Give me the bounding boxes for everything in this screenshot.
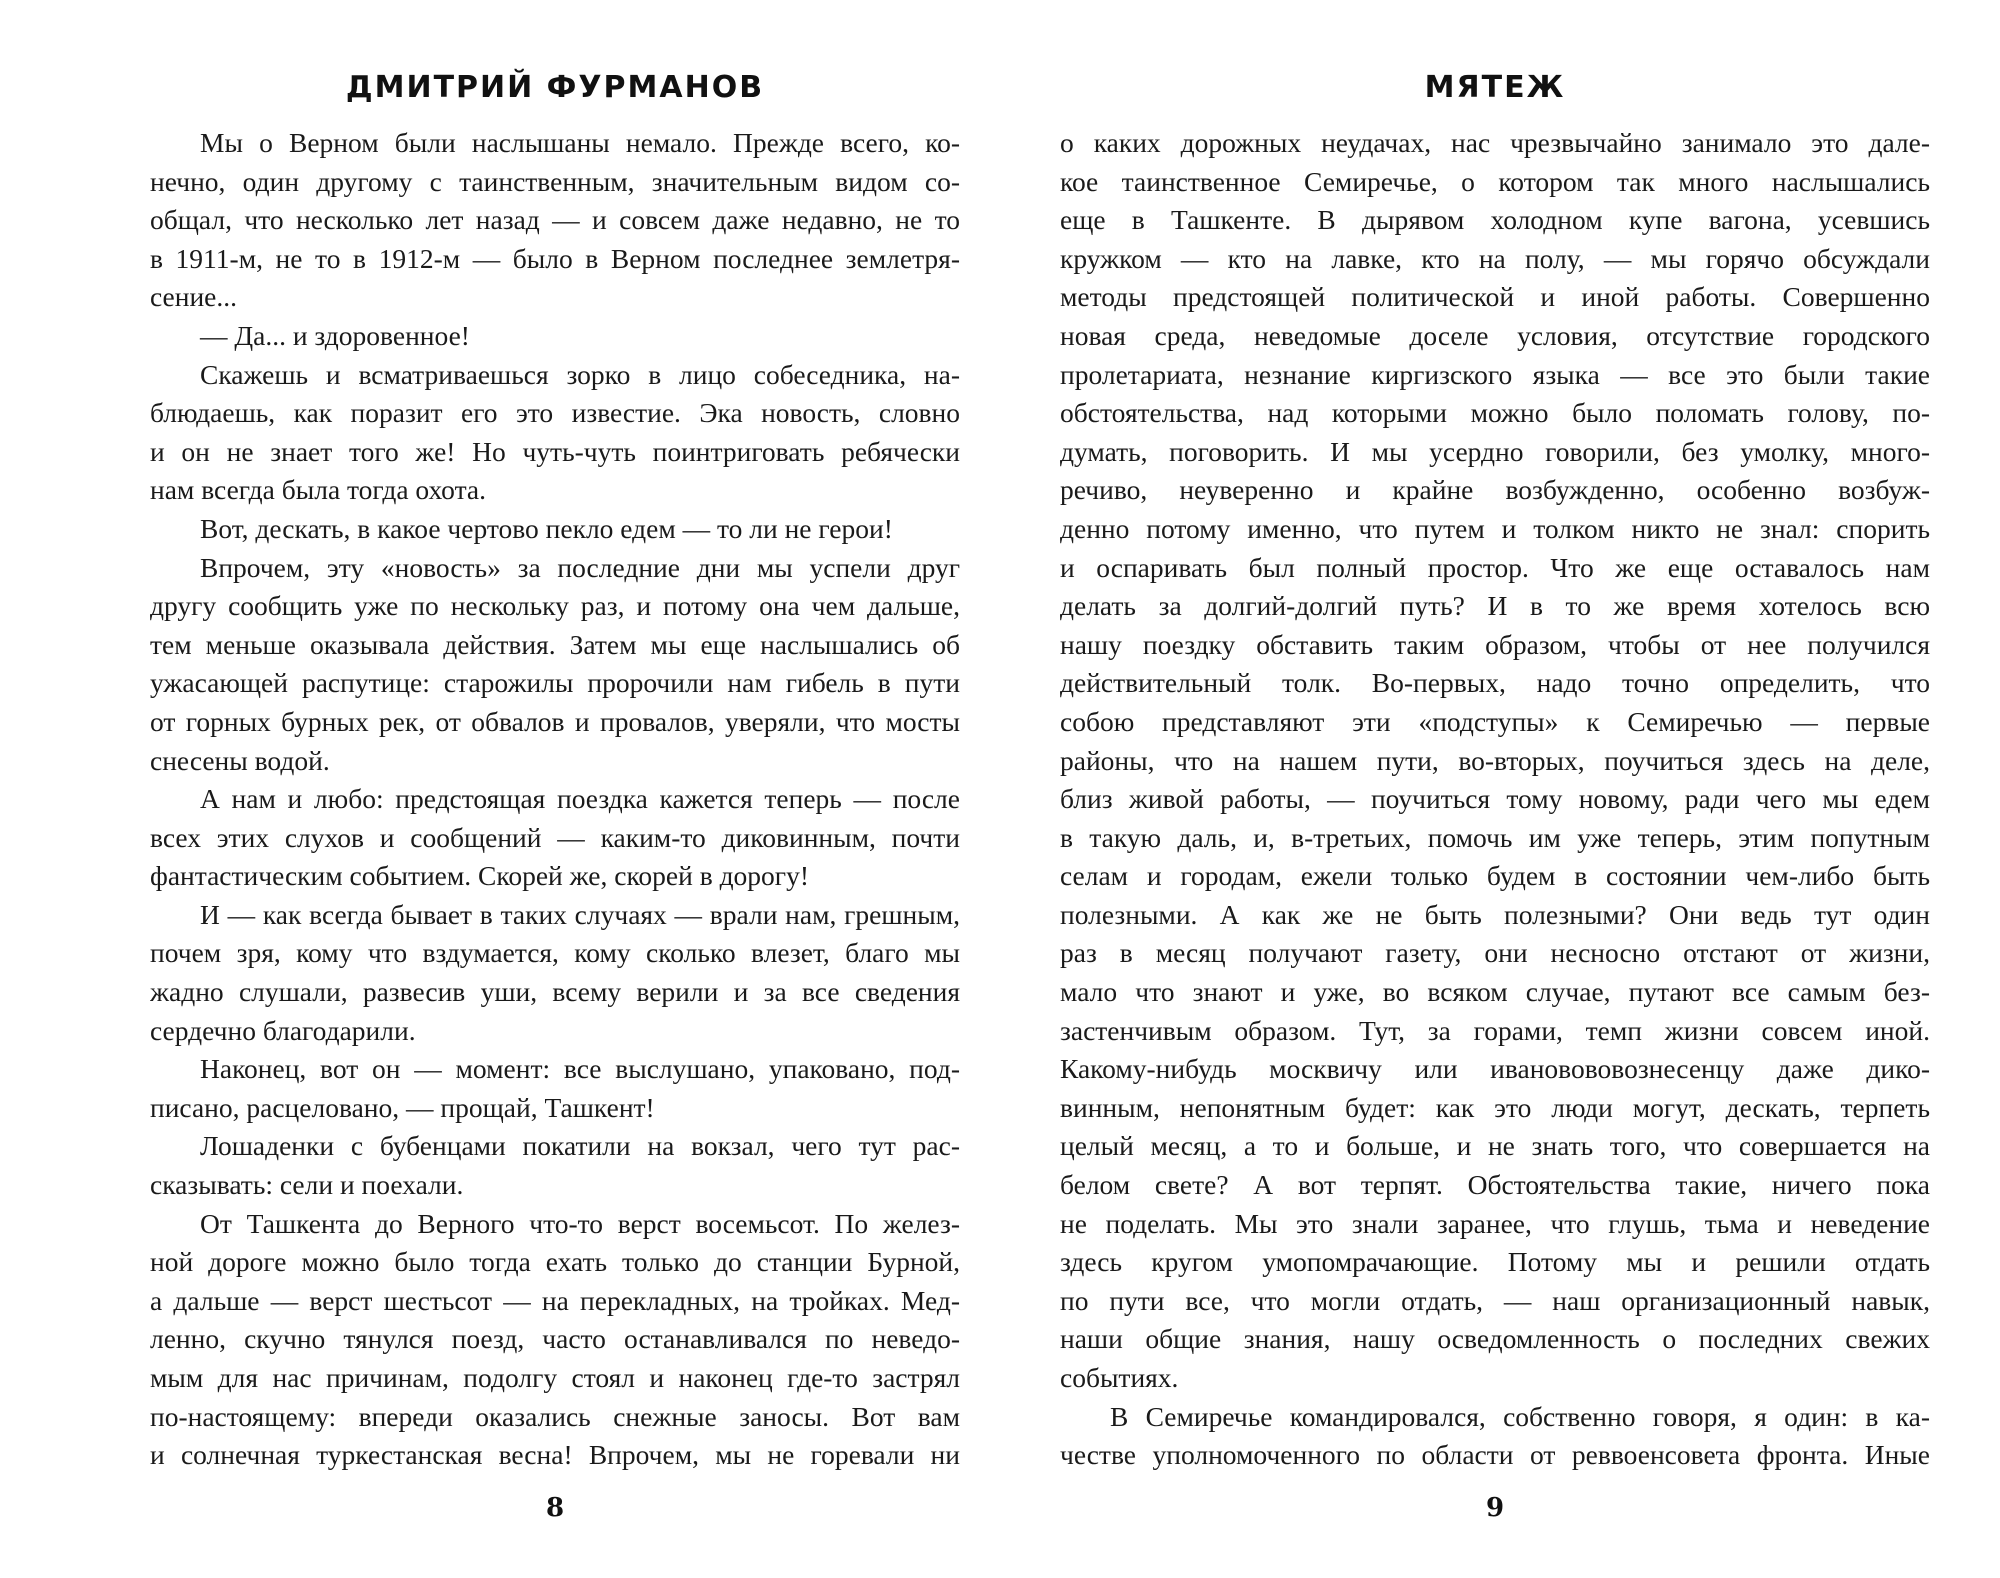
text-line: белом свете? А вот терпят. Обстоятельства такие, ничего пока bbox=[1060, 1169, 1930, 1201]
text-line: о каких дорожных неудачах, нас чрезвычайно занимало это дале- bbox=[1060, 127, 1930, 158]
running-head-author: ДМИТРИЙ ФУРМАНОВ bbox=[345, 70, 765, 105]
text-line: денно потому именно, что путем и толком никто не знал: спорить bbox=[1060, 512, 1930, 544]
text-line: почем зря, кому что вздумается, кому сколько влезет, благо мы bbox=[150, 937, 960, 969]
text-line: Лошаденки с бубенцами покатили на вокзал, чего тут рас- bbox=[200, 1130, 960, 1162]
text-line: нечно, один другому с таинственным, значительным видом со- bbox=[150, 165, 960, 197]
text-line: здесь кругом умопомрачающие. Потому мы и решили отдать bbox=[1060, 1246, 1930, 1278]
text-line: Наконец, вот он — момент: все выслушано, упаковано, под- bbox=[200, 1053, 960, 1085]
running-head-title: МЯТЕЖ bbox=[1424, 70, 1566, 105]
text-line: полезными. А как же не быть полезными? Они ведь тут один bbox=[1060, 898, 1930, 930]
text-line: нашу поездку обставить таким образом, чтобы от нее получился bbox=[1060, 628, 1930, 660]
text-line: еще в Ташкенте. В дырявом холодном купе вагона, усевшись bbox=[1060, 204, 1930, 236]
text-line: нам всегда была тогда охота. bbox=[150, 474, 487, 506]
text-line: От Ташкента до Верного что-то верст восемьсот. По желез- bbox=[200, 1207, 960, 1239]
text-line: сение... bbox=[150, 281, 238, 313]
text-line: кружком — кто на лавке, кто на полу, — мы горячо обсуждали bbox=[1060, 242, 1930, 274]
text-line: в 1911-м, не то в 1912-м — было в Верном последнее землетря- bbox=[150, 242, 960, 274]
text-line: и солнечная туркестанская весна! Впрочем, мы не горевали ни bbox=[150, 1439, 960, 1471]
text-line: кое таинственное Семиречье, о котором так много наслышались bbox=[1060, 165, 1930, 197]
text-line: писано, расцеловано, — прощай, Ташкент! bbox=[150, 1091, 655, 1123]
text-line: Мы о Верном были наслышаны немало. Прежде всего, ко- bbox=[200, 127, 960, 158]
text-line: ленно, скучно тянулся поезд, часто останавливался по неведо- bbox=[150, 1323, 960, 1355]
text-line: А нам и любо: предстоящая поездка кажется теперь — после bbox=[200, 783, 960, 815]
text-line: застенчивым образом. Тут, за горами, темп жизни совсем иной. bbox=[1060, 1014, 1930, 1046]
page-number: 9 bbox=[1485, 1493, 1505, 1523]
text-line: всех этих слухов и сообщений — каким-то диковинным, почти bbox=[150, 821, 960, 853]
text-line: целый месяц, а то и больше, и не знать того, что совершается на bbox=[1060, 1130, 1930, 1162]
text-line: И — как всегда бывает в таких случаях — врали нам, грешным, bbox=[200, 898, 960, 930]
text-line: пролетариата, незнание киргизского языка — все это были такие bbox=[1060, 358, 1930, 390]
text-line: мым для нас причинам, подолгу стоял и наконец где-то застрял bbox=[150, 1362, 960, 1393]
text-line: мало что знают и уже, во всяком случае, путают все самым без- bbox=[1060, 976, 1930, 1008]
text-line: в такую даль, и, в-третьих, помочь им уже теперь, этим попутным bbox=[1060, 821, 1930, 853]
text-line: тем меньше оказывала действия. Затем мы еще наслышались об bbox=[150, 628, 960, 660]
text-line: событиях. bbox=[1060, 1362, 1179, 1393]
text-line: и он не знает того же! Но чуть-чуть поинтриговать ребячески bbox=[150, 435, 960, 467]
text-line: новая среда, неведомые доселе условия, отсутствие городского bbox=[1060, 319, 1930, 351]
text-line: Какому-нибудь москвичу или ивановововознесенцу даже дико- bbox=[1060, 1053, 1930, 1085]
text-line: по-настоящему: впереди оказались снежные заносы. Вот вам bbox=[150, 1400, 960, 1432]
right-page bbox=[1000, 0, 2000, 1578]
text-line: — Да... и здоровенное! bbox=[200, 319, 470, 351]
text-line: ужасающей распутице: старожилы пророчили нам гибель в пути bbox=[150, 667, 960, 699]
text-line: по пути все, что могли отдать, — наш организационный навык, bbox=[1060, 1284, 1930, 1316]
text-line: методы предстоящей политической и иной работы. Совершенно bbox=[1060, 281, 1930, 313]
body-text bbox=[1060, 124, 1930, 1475]
text-line: районы, что на нашем пути, во-вторых, поучиться здесь на деле, bbox=[1060, 744, 1930, 776]
text-line: собою представляют эти «подступы» к Семиречью — первые bbox=[1060, 705, 1930, 737]
body-text bbox=[150, 124, 960, 1475]
text-line: селам и городам, ежели только будем в состоянии чем-либо быть bbox=[1060, 860, 1930, 892]
text-line: и оспаривать был полный простор. Что же еще оставалось нам bbox=[1060, 551, 1930, 583]
text-line: Вот, дескать, в какое чертово пекло едем — то ли не герои! bbox=[200, 512, 893, 544]
page-number: 8 bbox=[545, 1493, 565, 1523]
text-line: винным, непонятным будет: как это люди могут, дескать, терпеть bbox=[1060, 1091, 1930, 1123]
text-line: ной дороге можно было тогда ехать только до станции Бурной, bbox=[150, 1246, 960, 1278]
text-line: а дальше — верст шестьсот — на перекладных, на тройках. Мед- bbox=[150, 1284, 960, 1316]
text-line: речиво, неуверенно и крайне возбужденно, особенно возбуж- bbox=[1060, 474, 1930, 506]
text-line: Впрочем, эту «новость» за последние дни мы успели друг bbox=[200, 551, 960, 583]
text-line: действительный толк. Во-первых, надо точно определить, что bbox=[1060, 667, 1930, 699]
text-line: другу сообщить уже по нескольку раз, и потому она чем дальше, bbox=[150, 590, 960, 622]
text-line: раз в месяц получают газету, они несносно отстают от жизни, bbox=[1060, 937, 1930, 969]
text-line: делать за долгий-долгий путь? И в то же время хотелось всю bbox=[1060, 590, 1930, 622]
text-line: блюдаешь, как поразит его это известие. Эка новость, словно bbox=[150, 397, 960, 429]
text-line: общал, что несколько лет назад — и совсем даже недавно, не то bbox=[150, 204, 960, 236]
text-line: не поделать. Мы это знали заранее, что глушь, тьма и неведение bbox=[1060, 1207, 1930, 1239]
text-line: от горных бурных рек, от обвалов и провалов, уверяли, что мосты bbox=[150, 705, 960, 737]
text-line: жадно слушали, развесив уши, всему верили и за все сведения bbox=[150, 976, 960, 1008]
text-line: честве уполномоченного по области от реввоенсовета фронта. Иные bbox=[1060, 1439, 1930, 1471]
text-line: В Семиречье командировался, собственно говоря, я один: в ка- bbox=[1110, 1400, 1930, 1432]
text-line: наши общие знания, нашу осведомленность о последних свежих bbox=[1060, 1323, 1930, 1355]
text-line: близ живой работы, — поучиться тому новому, ради чего мы едем bbox=[1060, 783, 1930, 815]
text-line: думать, поговорить. И мы усердно говорили, без умолку, много- bbox=[1060, 435, 1930, 467]
text-line: сердечно благодарили. bbox=[150, 1014, 416, 1046]
text-line: фантастическим событием. Скорей же, скорей в дорогу! bbox=[150, 860, 809, 892]
text-line: обстоятельства, над которыми можно было поломать голову, по- bbox=[1060, 397, 1930, 429]
text-line: снесены водой. bbox=[150, 744, 330, 776]
text-line: сказывать: сели и поехали. bbox=[150, 1169, 464, 1201]
text-line: Скажешь и всматриваешься зорко в лицо собеседника, на- bbox=[200, 358, 960, 390]
